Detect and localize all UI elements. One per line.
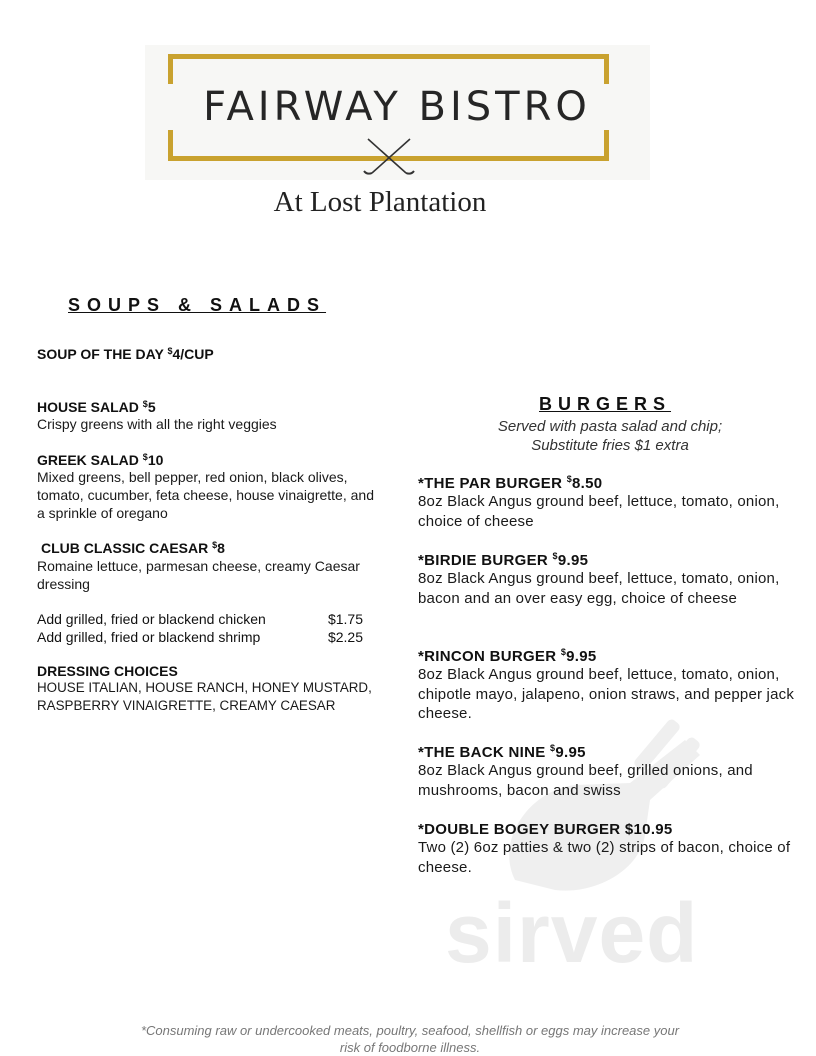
burger-name: *BIRDIE BURGER (418, 552, 553, 569)
disclaimer-line1: *Consuming raw or undercooked meats, poultry, seafood, shellfish or eggs may increase your (140, 1023, 680, 1038)
soups-salads-title: SOUPS & SALADS (68, 295, 327, 315)
addon-label: Add grilled, fried or blackend chicken (37, 611, 266, 627)
burger-desc: 8oz Black Angus ground beef, grilled onions, and mushrooms, bacon and swiss (418, 762, 753, 799)
dressing-title: DRESSING CHOICES (37, 663, 178, 679)
greek-salad (37, 452, 377, 522)
house-salad (37, 399, 377, 433)
dollar-sign: $ (550, 743, 556, 753)
disclaimer-line2: risk of foodborne illness. (339, 1040, 481, 1055)
burger-name: *THE PAR BURGER (418, 475, 567, 492)
dressing-list: HOUSE ITALIAN, HOUSE RANCH, HONEY MUSTARD, RASPBERRY VINAIGRETTE, CREAMY CAESAR (37, 680, 372, 713)
greek-salad-price: 10 (147, 452, 164, 468)
dollar-sign: $ (167, 346, 173, 356)
addons (37, 610, 377, 646)
burger-item (418, 551, 810, 608)
golf-clubs-icon (362, 135, 416, 179)
burger-desc: Two (2) 6oz patties & two (2) strips of bacon, choice of cheese. (418, 839, 791, 876)
greek-salad-desc: Mixed greens, bell pepper, red onion, black olives, tomato, cucumber, feta cheese, house vinaigrette, and a sprinkle of oregano (37, 469, 374, 521)
burger-name: *DOUBLE BOGEY BURGER (418, 821, 625, 838)
burger-desc: 8oz Black Angus ground beef, lettuce, tomato, onion, chipotle mayo, jalapeno, onion straws, and pepper jack cheese. (418, 666, 795, 722)
burgers-note (440, 417, 780, 455)
caesar-price: 8 (217, 540, 225, 556)
burgers-note-line2: Substitute fries $1 extra (531, 437, 689, 454)
burger-price: 9.95 (555, 744, 586, 761)
burgers-title: BURGERS (539, 394, 672, 414)
addon-price: $1.75 (327, 611, 363, 627)
addon-row (37, 628, 363, 646)
greek-salad-name: GREEK SALAD (37, 452, 143, 468)
burger-item (418, 647, 810, 724)
burger-desc: 8oz Black Angus ground beef, lettuce, tomato, onion, choice of cheese (418, 493, 780, 530)
burger-price: 8.50 (572, 475, 603, 492)
watermark-text: sirved (445, 886, 699, 980)
restaurant-subtitle: At Lost Plantation (273, 186, 487, 218)
soup-name: SOUP OF THE DAY (37, 346, 168, 362)
dollar-sign: $ (552, 551, 558, 561)
dollar-sign: $ (560, 647, 567, 657)
addon-label: Add grilled, fried or blackend shrimp (37, 629, 261, 645)
burger-desc: 8oz Black Angus ground beef, lettuce, tomato, onion, bacon and an over easy egg, choice of cheese (418, 570, 780, 607)
burger-price: $10.95 (624, 821, 673, 838)
dollar-sign: $ (212, 540, 218, 550)
dressing-choices (37, 663, 377, 715)
addon-price: $2.25 (327, 629, 363, 645)
soup-price: 4/CUP (172, 346, 214, 362)
house-salad-name: HOUSE SALAD (37, 399, 143, 415)
dollar-sign: $ (566, 474, 573, 484)
burger-name: *RINCON BURGER (418, 648, 561, 665)
dollar-sign: $ (142, 399, 148, 409)
caesar-salad (41, 540, 381, 556)
food-safety-disclaimer (60, 1022, 760, 1056)
house-salad-desc: Crispy greens with all the right veggies (37, 416, 277, 432)
addon-row (37, 610, 363, 628)
caesar-desc-block (37, 557, 377, 593)
burger-item (418, 474, 810, 531)
soup-of-the-day (37, 346, 377, 362)
burger-item (418, 820, 810, 877)
burgers-note-line1: Served with pasta salad and chip; (497, 418, 723, 435)
caesar-desc: Romaine lettuce, parmesan cheese, creamy Caesar dressing (37, 558, 360, 592)
burger-name: *THE BACK NINE (418, 744, 551, 761)
burger-price: 9.95 (566, 648, 597, 665)
caesar-name: CLUB CLASSIC CAESAR (41, 540, 213, 556)
burger-price: 9.95 (557, 552, 589, 569)
house-salad-price: 5 (147, 399, 156, 415)
burger-item (418, 743, 810, 800)
dollar-sign: $ (142, 452, 148, 462)
logo-text: FAIRWAY BISTRO (152, 84, 642, 130)
